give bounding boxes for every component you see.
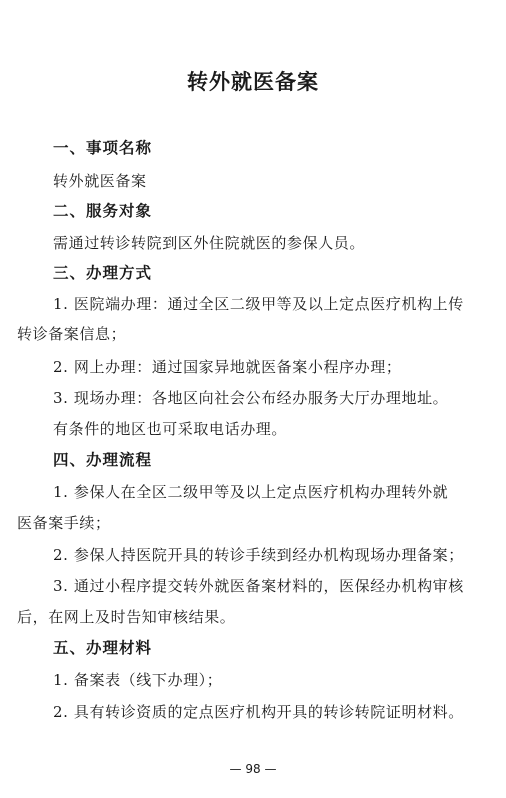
section-heading-handling-method: 三、办理方式 [53,264,153,282]
section-text-line: 转外就医备案 [53,172,147,190]
section-text-line: 2. 网上办理：通过国家异地就医备案小程序办理； [53,358,402,376]
section-text-line: 2. 参保人持医院开具的转诊手续到经办机构现场办理备案； [53,546,464,564]
section-heading-item-name: 一、事项名称 [53,139,153,157]
section-heading-service-target: 二、服务对象 [53,202,153,220]
section-text-line: 2. 具有转诊资质的定点医疗机构开具的转诊转院证明材料。 [53,703,464,721]
section-text-line: 3. 通过小程序提交转外就医备案材料的，医保经办机构审核 [53,577,464,595]
section-heading-handling-process: 四、办理流程 [53,451,153,469]
section-text-line: 有条件的地区也可采取电话办理。 [53,420,288,438]
section-text-line: 医备案手续； [17,514,111,532]
document-title: 转外就医备案 [187,70,319,94]
section-text-line: 3. 现场办理：各地区向社会公布经办服务大厅办理地址。 [53,389,449,407]
section-text-line: 1. 医院端办理：通过全区二级甲等及以上定点医疗机构上传 [53,295,464,313]
section-text-line: 后，在网上及时告知审核结果。 [17,608,236,626]
page-number: — 98 — [229,762,277,776]
section-text-line: 1. 参保人在全区二级甲等及以上定点医疗机构办理转外就 [53,483,449,501]
section-text-line: 1. 备案表（线下办理）； [53,671,223,689]
section-heading-materials: 五、办理材料 [53,639,153,657]
section-text-line: 转诊备案信息； [17,325,127,343]
section-text-line: 需通过转诊转院到区外住院就医的参保人员。 [53,234,366,252]
